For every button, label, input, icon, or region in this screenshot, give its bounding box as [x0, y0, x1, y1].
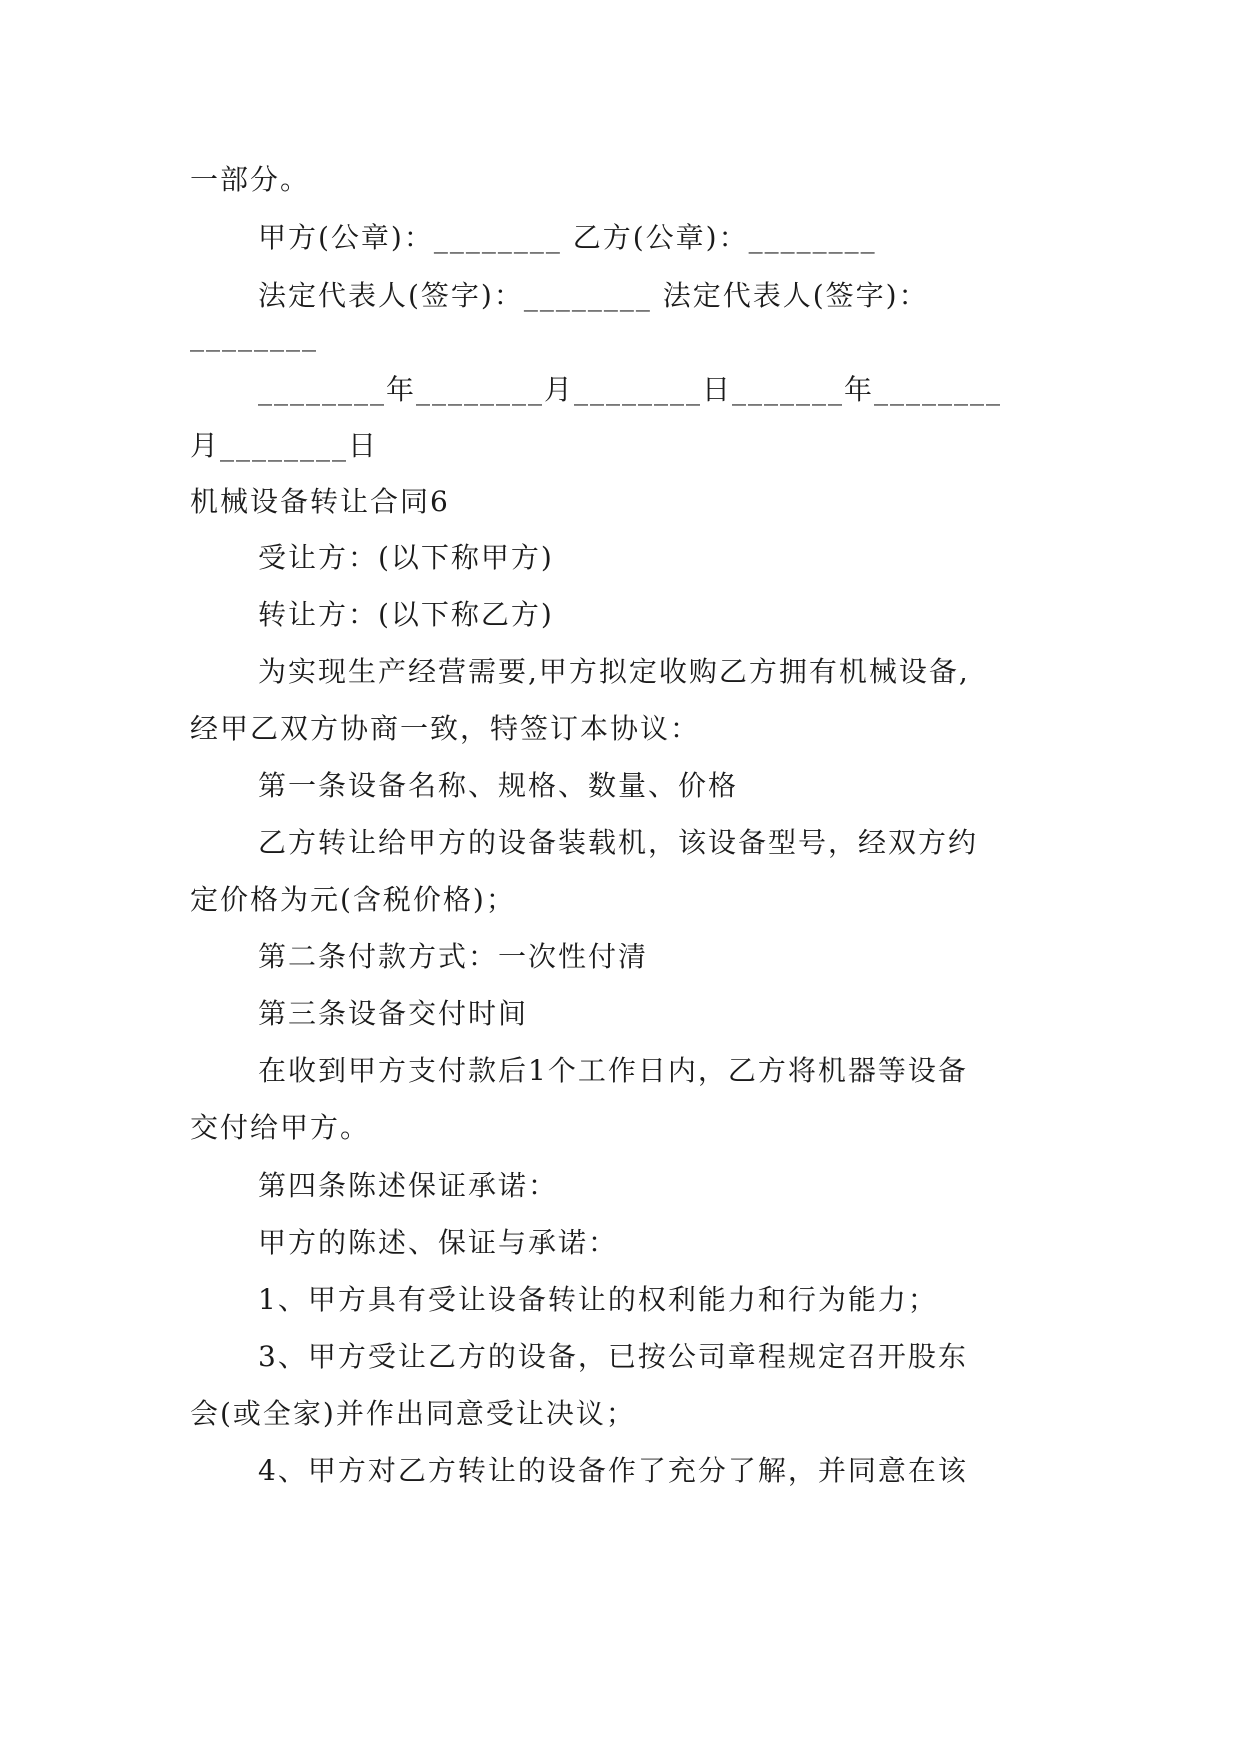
text-line-11: 经甲乙双方协商一致，特签订本协议：: [190, 712, 701, 745]
text-line-transferee: 受让方：(以下称甲方): [258, 541, 554, 574]
text-line-13: 乙方转让给甲方的设备装载机，该设备型号，经双方约: [258, 826, 979, 859]
article-4-heading: 第四条陈述保证承诺：: [258, 1169, 559, 1202]
seal-line: 甲方(公章)：________ 乙方(公章)：________: [258, 221, 877, 254]
list-item-4: 4、甲方对乙方转让的设备作了充分了解，并同意在该: [258, 1454, 968, 1487]
text-line-20: 甲方的陈述、保证与承诺：: [258, 1226, 619, 1259]
list-item-3: 3、甲方受让乙方的设备，已按公司章程规定召开股东: [258, 1340, 968, 1373]
article-3-heading: 第三条设备交付时间: [258, 997, 529, 1030]
list-item-3-cont: 会(或全家)并作出同意受让决议；: [190, 1397, 636, 1430]
text-line-17: 在收到甲方支付款后1个工作日内，乙方将机器等设备: [258, 1054, 968, 1087]
list-item-1: 1、甲方具有受让设备转让的权利能力和行为能力；: [258, 1283, 938, 1316]
text-line-transferor: 转让方：(以下称乙方): [258, 598, 554, 631]
signature-line: 法定代表人(签字)：________ 法定代表人(签字)：: [258, 279, 929, 312]
text-line-1: 一部分。: [190, 163, 311, 196]
date-line: ________年________月________日_______年________: [258, 373, 1003, 406]
text-line-14: 定价格为元(含税价格)；: [190, 883, 516, 916]
signature-blank: ________: [190, 319, 318, 352]
article-1-heading: 第一条设备名称、规格、数量、价格: [258, 769, 739, 802]
date-line-cont: 月________日: [190, 429, 379, 462]
text-line-18: 交付给甲方。: [190, 1111, 371, 1144]
article-2-heading: 第二条付款方式：一次性付清: [258, 940, 649, 973]
text-line-10: 为实现生产经营需要,甲方拟定收购乙方拥有机械设备,: [258, 655, 970, 688]
section-title: 机械设备转让合同6: [190, 485, 450, 518]
